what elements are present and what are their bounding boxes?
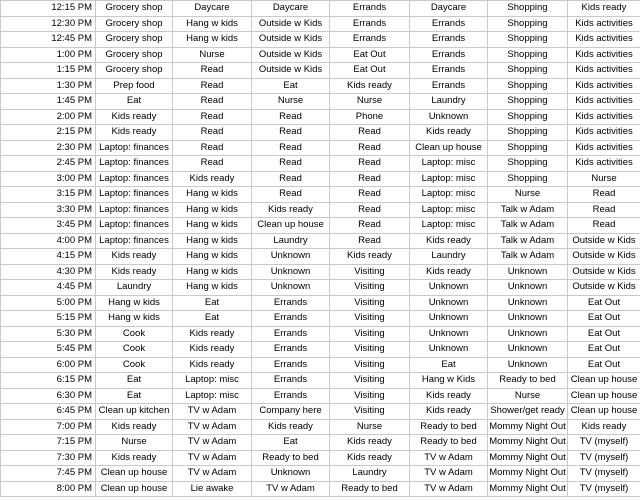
activity-cell[interactable]: Kids ready <box>96 249 173 265</box>
activity-cell[interactable]: Grocery shop <box>96 1 173 17</box>
time-cell[interactable]: 8:00 PM <box>1 481 96 497</box>
time-cell[interactable]: 6:00 PM <box>1 357 96 373</box>
activity-cell[interactable]: Cook <box>96 326 173 342</box>
activity-cell[interactable]: Unknown <box>488 295 568 311</box>
activity-cell[interactable]: Laptop: finances <box>96 202 173 218</box>
table-row <box>1 295 640 311</box>
activity-cell[interactable]: Laundry <box>96 280 173 296</box>
activity-cell[interactable]: Kids ready <box>330 78 410 94</box>
activity-cell[interactable]: Hang w kids <box>173 16 252 32</box>
activity-cell[interactable]: Mommy Night Out <box>488 466 568 482</box>
activity-cell[interactable]: Errands <box>252 357 330 373</box>
activity-cell[interactable]: TV w Adam <box>410 481 488 497</box>
activity-cell[interactable]: Unknown <box>252 466 330 482</box>
activity-cell[interactable]: Kids ready <box>410 233 488 249</box>
activity-cell[interactable]: Outside w Kids <box>568 249 640 265</box>
activity-cell[interactable]: Eat <box>410 357 488 373</box>
table-row <box>1 78 640 94</box>
activity-cell[interactable]: Unknown <box>410 280 488 296</box>
activity-cell[interactable]: Clean up house <box>96 481 173 497</box>
activity-cell[interactable]: Kids ready <box>173 326 252 342</box>
time-cell[interactable]: 2:45 PM <box>1 156 96 172</box>
time-cell[interactable]: 12:15 PM <box>1 1 96 17</box>
activity-cell[interactable]: Eat <box>96 373 173 389</box>
activity-cell[interactable]: Outside w Kids <box>252 16 330 32</box>
activity-cell[interactable]: Unknown <box>410 326 488 342</box>
activity-cell[interactable]: Eat Out <box>568 357 640 373</box>
table-row <box>1 326 640 342</box>
activity-cell[interactable]: Grocery shop <box>96 63 173 79</box>
activity-cell[interactable]: Read <box>173 156 252 172</box>
activity-cell[interactable]: Clean up house <box>252 218 330 234</box>
time-cell[interactable]: 7:00 PM <box>1 419 96 435</box>
activity-cell[interactable]: Read <box>330 187 410 203</box>
activity-cell[interactable]: Laptop: misc <box>410 156 488 172</box>
activity-cell[interactable]: Unknown <box>488 264 568 280</box>
activity-cell[interactable]: Kids activities <box>568 94 640 110</box>
activity-cell[interactable]: Grocery shop <box>96 16 173 32</box>
activity-cell[interactable]: Laptop: finances <box>96 233 173 249</box>
activity-cell[interactable]: Shopping <box>488 1 568 17</box>
activity-cell[interactable]: Laptop: misc <box>410 202 488 218</box>
time-cell[interactable]: 1:00 PM <box>1 47 96 63</box>
time-cell[interactable]: 1:30 PM <box>1 78 96 94</box>
activity-cell[interactable]: Read <box>568 202 640 218</box>
table-row <box>1 280 640 296</box>
activity-cell[interactable]: Errands <box>330 16 410 32</box>
activity-cell[interactable]: Visiting <box>330 373 410 389</box>
activity-cell[interactable]: Eat Out <box>568 295 640 311</box>
schedule-rows <box>1 1 640 497</box>
activity-cell[interactable]: Outside w Kids <box>568 233 640 249</box>
table-row <box>1 342 640 358</box>
activity-cell[interactable]: Errands <box>330 1 410 17</box>
table-row <box>1 435 640 451</box>
activity-cell[interactable]: Read <box>330 202 410 218</box>
activity-cell[interactable]: Grocery shop <box>96 32 173 48</box>
activity-cell[interactable]: Hang w kids <box>96 311 173 327</box>
activity-cell[interactable]: Hang w kids <box>173 32 252 48</box>
activity-cell[interactable]: Eat Out <box>330 47 410 63</box>
activity-cell[interactable]: Nurse <box>488 187 568 203</box>
table-row <box>1 481 640 497</box>
activity-cell[interactable]: Clean up house <box>410 140 488 156</box>
activity-cell[interactable]: Eat <box>173 295 252 311</box>
table-row <box>1 233 640 249</box>
time-cell[interactable]: 7:45 PM <box>1 466 96 482</box>
activity-cell[interactable]: Kids activities <box>568 47 640 63</box>
activity-cell[interactable]: Kids ready <box>410 125 488 141</box>
activity-cell[interactable]: Nurse <box>488 388 568 404</box>
activity-cell[interactable]: Shower/get ready <box>488 404 568 420</box>
activity-cell[interactable]: Visiting <box>330 280 410 296</box>
time-cell[interactable]: 4:45 PM <box>1 280 96 296</box>
activity-cell[interactable]: Company here <box>252 404 330 420</box>
activity-cell[interactable]: Unknown <box>410 109 488 125</box>
activity-cell[interactable]: Eat Out <box>330 63 410 79</box>
activity-cell[interactable]: Errands <box>330 32 410 48</box>
activity-cell[interactable]: Kids ready <box>173 357 252 373</box>
activity-cell[interactable]: Clean up house <box>96 466 173 482</box>
activity-cell[interactable]: Kids ready <box>252 419 330 435</box>
activity-cell[interactable]: Kids activities <box>568 32 640 48</box>
activity-cell[interactable]: Laundry <box>410 249 488 265</box>
activity-cell[interactable]: Read <box>252 125 330 141</box>
activity-cell[interactable]: Kids ready <box>252 202 330 218</box>
activity-cell[interactable]: Kids ready <box>96 109 173 125</box>
activity-cell[interactable]: Grocery shop <box>96 47 173 63</box>
activity-cell[interactable]: Nurse <box>252 94 330 110</box>
activity-cell[interactable]: Hang w kids <box>173 233 252 249</box>
activity-cell[interactable]: TV w Adam <box>173 404 252 420</box>
activity-cell[interactable]: Kids ready <box>410 388 488 404</box>
activity-cell[interactable]: Visiting <box>330 326 410 342</box>
time-cell[interactable]: 6:15 PM <box>1 373 96 389</box>
activity-cell[interactable]: Kids ready <box>173 342 252 358</box>
activity-cell[interactable]: Read <box>252 187 330 203</box>
activity-cell[interactable]: Read <box>252 109 330 125</box>
activity-cell[interactable]: Read <box>173 125 252 141</box>
activity-cell[interactable]: Errands <box>410 16 488 32</box>
activity-cell[interactable]: Read <box>173 109 252 125</box>
activity-cell[interactable]: Laundry <box>410 94 488 110</box>
activity-cell[interactable]: Talk w Adam <box>488 202 568 218</box>
activity-cell[interactable]: Lie awake <box>173 481 252 497</box>
time-cell[interactable]: 1:45 PM <box>1 94 96 110</box>
activity-cell[interactable]: Errands <box>410 63 488 79</box>
activity-cell[interactable]: Talk w Adam <box>488 218 568 234</box>
table-row <box>1 171 640 187</box>
activity-cell[interactable]: Eat <box>96 388 173 404</box>
activity-cell[interactable]: Daycare <box>252 1 330 17</box>
table-row <box>1 32 640 48</box>
activity-cell[interactable]: Read <box>252 156 330 172</box>
activity-cell[interactable]: Ready to bed <box>488 373 568 389</box>
activity-cell[interactable]: Nurse <box>96 435 173 451</box>
activity-cell[interactable]: Hang w kids <box>96 295 173 311</box>
activity-cell[interactable]: Visiting <box>330 388 410 404</box>
table-row <box>1 156 640 172</box>
time-cell[interactable]: 5:30 PM <box>1 326 96 342</box>
activity-cell[interactable]: Visiting <box>330 404 410 420</box>
activity-cell[interactable]: Shopping <box>488 125 568 141</box>
activity-cell[interactable]: Laptop: misc <box>410 218 488 234</box>
activity-cell[interactable]: Laptop: finances <box>96 171 173 187</box>
activity-cell[interactable]: Kids ready <box>410 264 488 280</box>
activity-cell[interactable]: Laundry <box>252 233 330 249</box>
time-cell[interactable]: 4:15 PM <box>1 249 96 265</box>
activity-cell[interactable]: Read <box>252 140 330 156</box>
activity-cell[interactable]: Shopping <box>488 16 568 32</box>
activity-cell[interactable]: Clean up kitchen <box>96 404 173 420</box>
table-row <box>1 202 640 218</box>
activity-cell[interactable]: Eat <box>173 311 252 327</box>
activity-cell[interactable]: Read <box>330 125 410 141</box>
activity-cell[interactable]: Laptop: finances <box>96 156 173 172</box>
activity-cell[interactable]: Kids ready <box>568 419 640 435</box>
activity-cell[interactable]: Unknown <box>252 264 330 280</box>
activity-cell[interactable]: Errands <box>252 388 330 404</box>
activity-cell[interactable]: Errands <box>252 311 330 327</box>
table-row <box>1 94 640 110</box>
activity-cell[interactable]: Hang w kids <box>173 264 252 280</box>
time-cell[interactable]: 7:15 PM <box>1 435 96 451</box>
table-row <box>1 404 640 420</box>
time-cell[interactable]: 12:30 PM <box>1 16 96 32</box>
activity-cell[interactable]: TV w Adam <box>173 419 252 435</box>
activity-cell[interactable]: Outside w Kids <box>252 47 330 63</box>
activity-cell[interactable]: Kids activities <box>568 63 640 79</box>
activity-cell[interactable]: Read <box>173 140 252 156</box>
activity-cell[interactable]: Outside w Kids <box>252 63 330 79</box>
activity-cell[interactable]: Read <box>173 78 252 94</box>
activity-cell[interactable]: Prep food <box>96 78 173 94</box>
activity-cell[interactable]: Ready to bed <box>252 450 330 466</box>
table-row <box>1 218 640 234</box>
table-row <box>1 249 640 265</box>
activity-cell[interactable]: TV w Adam <box>410 466 488 482</box>
activity-cell[interactable]: Hang w kids <box>173 218 252 234</box>
activity-cell[interactable]: Errands <box>410 32 488 48</box>
activity-cell[interactable]: Unknown <box>488 357 568 373</box>
activity-cell[interactable]: Clean up house <box>568 388 640 404</box>
activity-cell[interactable]: Ready to bed <box>330 481 410 497</box>
activity-cell[interactable]: Outside w Kids <box>568 264 640 280</box>
activity-cell[interactable]: Visiting <box>330 311 410 327</box>
activity-cell[interactable]: Kids activities <box>568 125 640 141</box>
activity-cell[interactable]: Laptop: finances <box>96 218 173 234</box>
activity-cell[interactable]: Kids ready <box>330 249 410 265</box>
activity-cell[interactable]: Shopping <box>488 171 568 187</box>
table-row <box>1 187 640 203</box>
activity-cell[interactable]: Ready to bed <box>410 435 488 451</box>
activity-cell[interactable]: Read <box>330 171 410 187</box>
activity-cell[interactable]: Unknown <box>252 280 330 296</box>
table-row <box>1 1 640 17</box>
activity-cell[interactable]: TV (myself) <box>568 450 640 466</box>
activity-cell[interactable]: Read <box>330 218 410 234</box>
activity-cell[interactable]: Shopping <box>488 78 568 94</box>
activity-cell[interactable]: Shopping <box>488 94 568 110</box>
activity-cell[interactable]: Unknown <box>488 326 568 342</box>
table-row <box>1 450 640 466</box>
activity-cell[interactable]: Kids ready <box>330 435 410 451</box>
table-row <box>1 373 640 389</box>
time-cell[interactable]: 2:30 PM <box>1 140 96 156</box>
activity-cell[interactable]: Hang w kids <box>173 249 252 265</box>
activity-cell[interactable]: Unknown <box>488 311 568 327</box>
activity-cell[interactable]: Laptop: misc <box>410 171 488 187</box>
activity-cell[interactable]: Kids activities <box>568 78 640 94</box>
time-cell[interactable]: 5:15 PM <box>1 311 96 327</box>
activity-cell[interactable]: Nurse <box>173 47 252 63</box>
activity-cell[interactable]: Phone <box>330 109 410 125</box>
table-row <box>1 419 640 435</box>
activity-cell[interactable]: Kids ready <box>96 450 173 466</box>
activity-cell[interactable]: Outside w Kids <box>568 280 640 296</box>
activity-cell[interactable]: Ready to bed <box>410 419 488 435</box>
activity-cell[interactable]: Read <box>173 94 252 110</box>
activity-cell[interactable]: Hang w kids <box>173 280 252 296</box>
activity-cell[interactable]: Unknown <box>410 295 488 311</box>
activity-cell[interactable]: Visiting <box>330 295 410 311</box>
activity-cell[interactable]: Read <box>568 218 640 234</box>
table-row <box>1 125 640 141</box>
activity-cell[interactable]: Clean up house <box>568 404 640 420</box>
activity-cell[interactable]: Laptop: misc <box>173 373 252 389</box>
time-cell[interactable]: 2:15 PM <box>1 125 96 141</box>
time-cell[interactable]: 4:30 PM <box>1 264 96 280</box>
activity-cell[interactable]: Mommy Night Out <box>488 419 568 435</box>
activity-cell[interactable]: Kids ready <box>96 125 173 141</box>
activity-cell[interactable]: Shopping <box>488 63 568 79</box>
time-cell[interactable]: 6:45 PM <box>1 404 96 420</box>
activity-cell[interactable]: Cook <box>96 342 173 358</box>
activity-cell[interactable]: Shopping <box>488 156 568 172</box>
activity-cell[interactable]: TV w Adam <box>173 466 252 482</box>
table-row <box>1 357 640 373</box>
activity-cell[interactable]: TV (myself) <box>568 481 640 497</box>
time-cell[interactable]: 3:15 PM <box>1 187 96 203</box>
activity-cell[interactable]: Shopping <box>488 109 568 125</box>
activity-cell[interactable]: Cook <box>96 357 173 373</box>
activity-cell[interactable]: TV w Adam <box>252 481 330 497</box>
activity-cell[interactable]: Nurse <box>330 419 410 435</box>
activity-cell[interactable]: Errands <box>410 78 488 94</box>
activity-cell[interactable]: Visiting <box>330 357 410 373</box>
activity-cell[interactable]: Kids ready <box>330 450 410 466</box>
activity-cell[interactable]: Visiting <box>330 264 410 280</box>
time-cell[interactable]: 3:00 PM <box>1 171 96 187</box>
activity-cell[interactable]: Unknown <box>410 342 488 358</box>
activity-cell[interactable]: Unknown <box>252 249 330 265</box>
activity-cell[interactable]: Kids ready <box>568 1 640 17</box>
activity-cell[interactable]: Eat <box>252 435 330 451</box>
time-cell[interactable]: 3:30 PM <box>1 202 96 218</box>
activity-cell[interactable]: Daycare <box>173 1 252 17</box>
activity-cell[interactable]: Shopping <box>488 140 568 156</box>
activity-cell[interactable]: Laptop: finances <box>96 140 173 156</box>
activity-cell[interactable]: Laundry <box>330 466 410 482</box>
activity-cell[interactable]: TV w Adam <box>173 450 252 466</box>
activity-cell[interactable]: Read <box>330 140 410 156</box>
activity-cell[interactable]: Kids activities <box>568 16 640 32</box>
activity-cell[interactable]: Unknown <box>410 311 488 327</box>
table-row <box>1 388 640 404</box>
activity-cell[interactable]: Eat Out <box>568 342 640 358</box>
activity-cell[interactable]: TV w Adam <box>410 450 488 466</box>
activity-cell[interactable]: Laptop: misc <box>410 187 488 203</box>
table-row <box>1 109 640 125</box>
time-cell[interactable]: 7:30 PM <box>1 450 96 466</box>
time-cell[interactable]: 4:00 PM <box>1 233 96 249</box>
activity-cell[interactable]: Hang w kids <box>173 187 252 203</box>
table-row <box>1 264 640 280</box>
activity-cell[interactable]: Kids ready <box>96 264 173 280</box>
activity-cell[interactable]: Clean up house <box>568 373 640 389</box>
activity-cell[interactable]: Mommy Night Out <box>488 435 568 451</box>
activity-cell[interactable]: Read <box>252 171 330 187</box>
time-cell[interactable]: 1:15 PM <box>1 63 96 79</box>
activity-cell[interactable]: Eat Out <box>568 326 640 342</box>
activity-cell[interactable]: Nurse <box>568 171 640 187</box>
table-row <box>1 311 640 327</box>
activity-cell[interactable]: Kids activities <box>568 109 640 125</box>
activity-cell[interactable]: Kids ready <box>173 171 252 187</box>
activity-cell[interactable]: Errands <box>410 47 488 63</box>
activity-cell[interactable]: Eat Out <box>568 311 640 327</box>
time-cell[interactable]: 12:45 PM <box>1 32 96 48</box>
activity-cell[interactable]: Eat <box>96 94 173 110</box>
activity-cell[interactable]: Kids ready <box>96 419 173 435</box>
activity-cell[interactable]: Read <box>330 156 410 172</box>
activity-cell[interactable]: Kids activities <box>568 156 640 172</box>
activity-cell[interactable]: Laptop: misc <box>173 388 252 404</box>
activity-cell[interactable]: Errands <box>252 326 330 342</box>
activity-cell[interactable]: Laptop: finances <box>96 187 173 203</box>
time-cell[interactable]: 5:00 PM <box>1 295 96 311</box>
time-cell[interactable]: 2:00 PM <box>1 109 96 125</box>
table-row <box>1 16 640 32</box>
activity-cell[interactable]: Unknown <box>488 342 568 358</box>
time-cell[interactable]: 6:30 PM <box>1 388 96 404</box>
activity-cell[interactable]: Daycare <box>410 1 488 17</box>
activity-cell[interactable]: Shopping <box>488 47 568 63</box>
activity-cell[interactable]: Nurse <box>330 94 410 110</box>
table-row <box>1 63 640 79</box>
activity-cell[interactable]: Kids activities <box>568 140 640 156</box>
activity-cell[interactable]: Visiting <box>330 342 410 358</box>
table-row <box>1 466 640 482</box>
activity-cell[interactable]: Mommy Night Out <box>488 481 568 497</box>
activity-cell[interactable]: Mommy Night Out <box>488 450 568 466</box>
activity-cell[interactable]: Read <box>330 233 410 249</box>
activity-cell[interactable]: TV w Adam <box>173 435 252 451</box>
activity-cell[interactable]: Talk w Adam <box>488 233 568 249</box>
activity-cell[interactable]: Eat <box>252 78 330 94</box>
activity-cell[interactable]: Shopping <box>488 32 568 48</box>
activity-cell[interactable]: TV (myself) <box>568 466 640 482</box>
activity-cell[interactable]: Outside w Kids <box>252 32 330 48</box>
activity-cell[interactable]: Read <box>173 63 252 79</box>
activity-cell[interactable]: Unknown <box>488 280 568 296</box>
activity-cell[interactable]: Errands <box>252 295 330 311</box>
activity-cell[interactable]: Hang w kids <box>173 202 252 218</box>
activity-cell[interactable]: Errands <box>252 373 330 389</box>
table-row <box>1 47 640 63</box>
activity-cell[interactable]: Kids ready <box>410 404 488 420</box>
time-cell[interactable]: 5:45 PM <box>1 342 96 358</box>
table-row <box>1 140 640 156</box>
activity-cell[interactable]: Talk w Adam <box>488 249 568 265</box>
activity-cell[interactable]: Hang w Kids <box>410 373 488 389</box>
activity-cell[interactable]: TV (myself) <box>568 435 640 451</box>
activity-cell[interactable]: Errands <box>252 342 330 358</box>
time-cell[interactable]: 3:45 PM <box>1 218 96 234</box>
activity-cell[interactable]: Read <box>568 187 640 203</box>
